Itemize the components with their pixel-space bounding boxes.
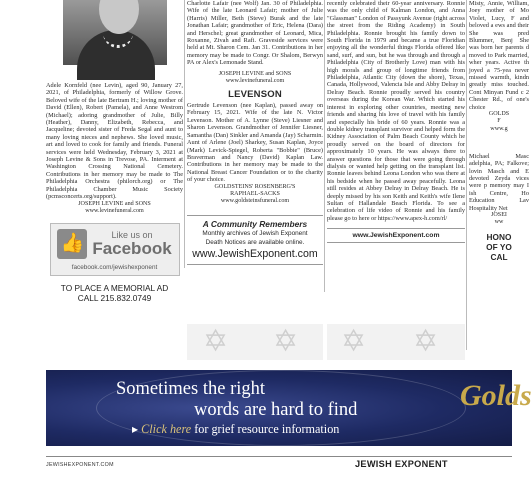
divider [187,264,323,265]
footer-rule [46,456,512,457]
community-remembers-url[interactable]: www.JewishExponent.com [192,248,318,261]
funeral-home-url[interactable]: ww [494,219,504,226]
honor-line-2: OF YO [486,242,512,253]
community-remembers-ad[interactable] [187,215,323,265]
banner-cta-text: for grief resource information [194,422,340,436]
thumbs-up-icon: 👍 [57,229,87,259]
memorial-line-1: TO PLACE A MEMORIAL AD [60,283,169,294]
funeral-home-name: GOLDSTEINS' ROSENBERG'S [214,183,296,190]
star-of-david-icon: ✡ [203,325,229,358]
funeral-home-name: RAPHAEL-SACKS [230,190,280,197]
obituary-heading-levenson: LEVENSON [228,89,282,101]
footer-website[interactable]: JEWISHEXPONENT.COM [46,462,114,468]
banner-line-1: Sometimes the right [116,379,266,399]
column-divider [466,0,467,350]
column-divider [324,0,325,292]
obituary-text-kornfeld: Adele Kornfeld (nee Levin), aged 90, January 27, 2021, of Philadelphia, formerly of Willow Grove. Beloved wife of the late Bertram H.; loving mother of David (Ellen), Robert (Pamela), and Anne Westrom (Michael); adoring grandmother of Julie, Billy (Heather), Danny, Elizabeth, Rebecca, and Jacqueline; devoted sister of Freda Segal and aunt to many loving nieces and nephews. She loved music, art and loved to cook for family and friends. Funeral services were held Wednesday, February 3, 2021 at Joseph Levine & Sons in Trevose, PA. Interment at Washington Crossing National Cemetery. Contributions in her memory may be made to The Philadelphia Orchestra (philorch.org) or The Philadelphia Chamber Music Society (pcmsconcerts.org/support). [46,82,183,201]
obituary-text-london: recently celebrated their 60-year anniversary. Ronnie was the only child of Kalman London, and Anna "Glassman" London of Passyunk Avenue (right across the street from the Riding Academy) in South Philadelphia. Ronnie brought his family down to South Florida in 1979 and became a true Floridian enjoying all the wonderful things Florida offered like sand, surf, and sun, but he was through and through a Philadelphia (City of Brotherly Love) man with his high morals and group of longtime friends from Philadelphia, Atlantic City (down the shore), Texas, Canada, Hollywood, Valencia Isle and Abby Delray in Delray Beach. Ronnie proudly served his country overseas during the Korean War. Which started his interest in exploring other countries, meeting new friends and sharing his love of travel with his family and especially his bride of 60 years. Ronnie was a double kidney transplant survivor and helped form the Kidney Association of Palm Beach County which he proudly served on the board of directors for approximately 10 years. He was always there to answer questions for those that were going through dialysis or wanted help getting on the transplant list. Ronnie leaves behind Leona London who was there at his bedside when he passed away peacefully. Leona still resides at Abbey Delray in Delray Beach. He is deeply missed by his son Keith and Keith's wife Ilene Sultan of Hallandale Beach Florida. To see a celebration of life video of Ronnie and his family please go to here or https://www.apex-h.com/rl/ [327,0,465,222]
funeral-home-url[interactable]: www.levinefuneral.com [85,207,144,214]
website-url[interactable]: www.JewishExponent.com [327,228,465,240]
banner-line-2: words are hard to find [194,400,358,420]
footer-publication-name: JEWISH EXPONENT [355,459,448,469]
facebook-brand: Facebook [92,238,172,258]
decorative-candle-strip [327,324,465,360]
funeral-home-url[interactable]: www.levinefuneral.com [225,77,285,84]
photo-face-shape [99,0,139,34]
community-remembers-subtitle: Death Notices are available online. [205,238,305,246]
click-here-link[interactable]: Click here [141,422,192,436]
honor-ad[interactable] [469,232,529,262]
memorial-ad-notice [46,284,183,303]
divider [327,242,465,243]
star-of-david-icon: ✡ [273,325,299,358]
star-of-david-icon: ✡ [341,325,367,358]
funeral-home-name: JOSEPH LEVINE and SONS [78,200,151,207]
community-remembers-title: A Community Remembers [202,219,308,230]
arrow-icon: ▸ [132,422,139,436]
facebook-url[interactable]: facebook.com/jewishexponent [71,263,158,271]
grief-resource-banner[interactable] [46,370,532,446]
banner-line-3[interactable] [132,422,339,436]
facebook-like-label: Like us on [111,229,153,240]
honor-line-3: CAL [490,252,508,263]
funeral-home-name: F [497,118,501,125]
funeral-home-url[interactable]: www.goldsteinsfuneral.com [220,197,290,204]
memorial-phone: CALL 215.832.0749 [77,292,152,303]
column-divider [184,0,185,268]
obituary-text-levenson: Gertrude Levenson (nee Kaplan), passed away on February 15, 2021. Wife of the late N. Victor Levenson. Mother of A. Lynne (Steve) Liesner and Sharon Levenson. Grandmother of Jennifer Liesner, Samantha (Dan) Sinkler and Amanda (Jay) Scharmin. Aunt of Arlene (Joel) Sharkey, Susan Kaplan, Joyce (Mark) Levick-Spiegel, Roberta "Bobbie" (Bruce) Braverman and Nancy (David) Kaplan Law. Contributions in her memory may be made to the National Breast Cancer Foundation or to the charity of your choice. [187,102,323,184]
banner-brand-logo: Golds [460,379,532,412]
decorative-candle-strip [187,324,323,360]
community-remembers-subtitle: Monthly archives of Jewish Exponent [202,230,308,238]
facebook-ad[interactable] [50,223,180,276]
obituary-photo [63,0,167,65]
funeral-home-name: GOLDS [488,111,510,118]
obituary-text-cropped: Misty, Annie, William, Joey mother of Mo Violet, Lucy, F and beloved a ews and their She was pred Blummer, Benj She was born her parents d moved to Park married, wher years. Active th joyed a 75-yea never missed warmth, kindn greatly miss touched. Cont Minyan Fund c 2 Chester Rd., of one's choice [469,0,529,111]
column-1 [46,0,183,304]
funeral-home-name: JOSEI [491,211,507,218]
column-3 [327,0,465,243]
column-4 [469,0,529,262]
obituary-text-masch: Michael Masc adelphia, PA; Falkove; lovin Masch and E devoted Zeyda vices were p memory may I ish Centre, Ho Education Lav Hospitality Net [469,152,529,212]
funeral-home-url[interactable]: www.g [490,125,508,132]
honor-line-1: HONO [486,232,512,243]
star-of-david-icon: ✡ [413,325,439,358]
obituary-text-lafair: Charlotte Lafair (nee Wolf) Jan. 30 of Philadelphia. Wife of the late Leonard Lafair; mother of Julie (Harris) Miller, Beth (Steve) Burak and the late Jonathan Lafair; grandmother of Eric, Helena (Dara) and Herschel; great grandmother of Leonard, Mica, Roxanne, Zivah and Rafi. Graveside services were held at Mt. Sharon Cem. Jan 31. Contributions in her memory may be made to Congr. Or Shalom, Berwyn PA or Alex's Lemonade Stand. [187,0,323,67]
column-2 [187,0,323,265]
funeral-home-name: JOSEPH LEVINE and SONS [218,70,292,77]
